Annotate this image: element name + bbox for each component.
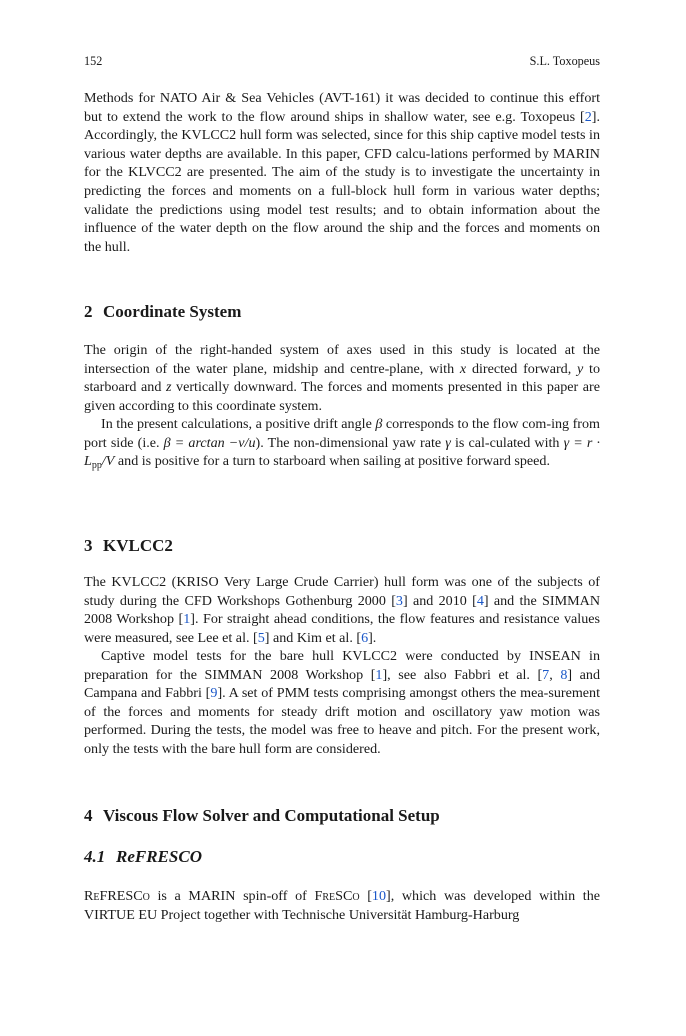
citation-link[interactable]: 7 — [542, 666, 550, 683]
section-number: 3 — [84, 536, 93, 555]
section-title: KVLCC2 — [103, 536, 173, 555]
refresco-paragraph: ReFRESCo is a MARIN spin-off of FreSCo [10], which was developed within the VIRTUE EU Project together with Technische Universität Hamburg-Harburg — [84, 888, 601, 923]
subsection-heading-refresco — [84, 846, 202, 868]
citation-link[interactable]: 8 — [560, 666, 568, 683]
coordinate-system-paragraph-1: The origin of the right-handed system of axes used in this study is located at the intersection of the water plane, midship and centre-plane, with x directed forward, y to starboard and z vertically downward. The forces and moments presented in this paper are given according to this coordinate system. — [84, 342, 600, 414]
citation-link[interactable]: 10 — [371, 888, 387, 904]
section-heading-kvlcc2 — [84, 535, 173, 557]
citation-link[interactable]: 1 — [375, 666, 383, 683]
citation-link[interactable]: 6 — [361, 629, 369, 646]
page-number: 152 — [84, 54, 103, 68]
subsection-title: ReFRESCO — [116, 847, 202, 866]
citation-link[interactable]: 2 — [584, 108, 592, 125]
intro-paragraph: Methods for NATO Air & Sea Vehicles (AVT-161) it was decided to continue this effort but to extend the work to the flow around ships in shallow water, see e.g. Toxopeus [2]. Accordingly, the KVLCC2 hull form was selected, since for this ship captive model tests in various water depths are available. In this paper, CFD calcu-lations performed by MARIN for the KLVCC2 are presented. The aim of the study is to investigate the uncertainty in predicting the forces and moments on a full-block hull form in various water depths; validate the predictions using model test results; and to obtain information about the influence of the water depth on the flow around the ship and the forces and moments on the hull. — [84, 90, 600, 255]
section-title: Viscous Flow Solver and Computational Setup — [103, 806, 440, 825]
running-head — [84, 52, 600, 70]
section-heading-coordinate-system — [84, 301, 241, 323]
running-head-author: S.L. Toxopeus — [529, 54, 600, 68]
citation-link[interactable]: 9 — [210, 685, 218, 702]
subsection-number: 4.1 — [84, 847, 106, 866]
section-heading-viscous-flow-solver — [84, 805, 440, 827]
yaw-rate-equation: $\gamma = r \cdot L_{pp}/V$ — [84, 434, 600, 472]
section-number: 2 — [84, 302, 93, 321]
citation-link[interactable]: 1 — [183, 611, 191, 628]
kvlcc2-paragraph-1: The KVLCC2 (KRISO Very Large Crude Carrier) hull form was one of the subjects of study during the CFD Workshops Gothenburg 2000 [3] and 2010 [4] and the SIMMAN 2008 Workshop [1]. For straight ahead conditions, the flow features and resistance values were measured, see Lee et al. [5] and Kim et al. [6]. — [84, 574, 600, 646]
coordinate-system-paragraph-2: In the present calculations, a positive drift angle β corresponds to the flow com-ing from port side (i.e. β = arctan −v/u). The non-dimensional yaw rate γ is cal-culated with $\gamma = r \cdot L_{pp}/V$ and is positive for a turn to starboard when sailing at positive forward speed. — [84, 416, 601, 472]
section-title: Coordinate System — [103, 302, 242, 321]
citation-link[interactable]: 4 — [476, 592, 484, 609]
citation-link[interactable]: 5 — [257, 629, 265, 646]
section-number: 4 — [84, 806, 93, 825]
citation-link[interactable]: 3 — [395, 592, 403, 609]
drift-angle-equation: β = arctan −v/u — [163, 434, 256, 451]
kvlcc2-paragraph-2: Captive model tests for the bare hull KVLCC2 were conducted by INSEAN in preparation for the SIMMAN 2008 Workshop [1], see also Fabbri et al. [7, 8] and Campana and Fabbri [9]. A set of PMM tests comprising amongst others the mea-surement of the forces and moments for steady drift motion and oscillatory yaw motion was performed. During the tests, the model was free to heave and pitch. For the present work, only the tests with the bare hull form are considered. — [84, 648, 601, 757]
